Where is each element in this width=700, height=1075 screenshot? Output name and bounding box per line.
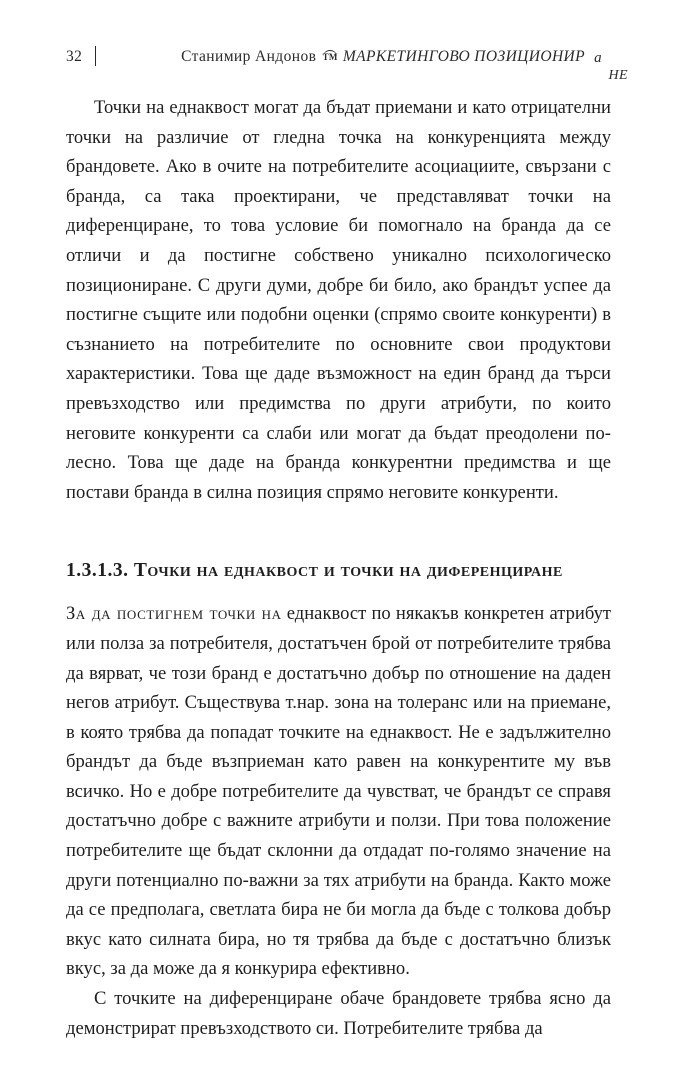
book-title: МАРКЕТИНГОВО ПОЗИЦИОНИР [342,48,585,65]
section-heading: 1.3.1.3. Точки на еднаквост и точки на диференциране [66,560,563,582]
author-name: Станимир Андонов [181,48,317,65]
paragraph-2-lead-in: За да постигнем точки на [66,603,282,625]
header-divider [95,46,96,66]
tm-logo-icon: ТМ [322,52,338,62]
running-header [66,46,628,83]
book-title-suffix: а [594,50,602,66]
paragraph-2 [66,599,611,984]
paragraph-2-text: еднаквост по някакъв конкретен атрибут или полза за потребителя, достатъчен брой от потребителите трябва да вярват, че този бранд е достатъчно добър по отношение на даден негов атрибут. Съществува т.нар. зона на толеранс или на приемане, в която трябва да попадат точките на еднаквост. Не е задължително брандът да бъде възприеман като равен на конкурентите му във всичко. Но е добре потребителите да чувстват, че брандът се справя достатъчно добре с важните атрибути и ползи. При това положение потребителите ще бъдат склонни да отдадат по-голямо значение на други потенциално по-важни за тях атрибути на бранда. Както може да се предполага, светлата бира не би могла да бъде с толкова добър вкус като силната бира, но тя трябва да бъде с достатъчно близък вкус, за да може да я конкурира ефективно. [66,603,611,980]
paragraph-1: Точки на еднаквост могат да бъдат приемани и като отрицателни точки на различие от гледна точка на конкуренцията между брандовете. Ако в очите на потребителите асоциациите, свързани с бранда, са така проектирани, че представляват точки на диференциране, то това условие би помогнало на бранда да се отличи и да постигне собствено уникално психологическо позициониране. С други думи, добре би било, ако брандът успее да постигне същите или подобни оценки (спрямо своите конкуренти) в съзнанието на потребителите по основните свои продуктови характеристики. Това ще даде възможност на един бранд да търси превъзходство или предимства по други атрибути, по които неговите конкуренти са слаби или могат да бъдат преодолени по-лесно. Това ще даде на бранда конкурентни предимства и ще постави бранда в силна позиция спрямо неговите конкуренти. [66,97,611,503]
book-title-suffix-2: НЕ [608,68,628,83]
page-number: 32 [66,48,83,65]
paragraph-3: С точките на диференциране обаче брандовете трябва ясно да демонстрират превъзходството си. Потребителите трябва да [66,988,611,1039]
page-body [66,93,611,1043]
header-title-group [181,48,585,66]
